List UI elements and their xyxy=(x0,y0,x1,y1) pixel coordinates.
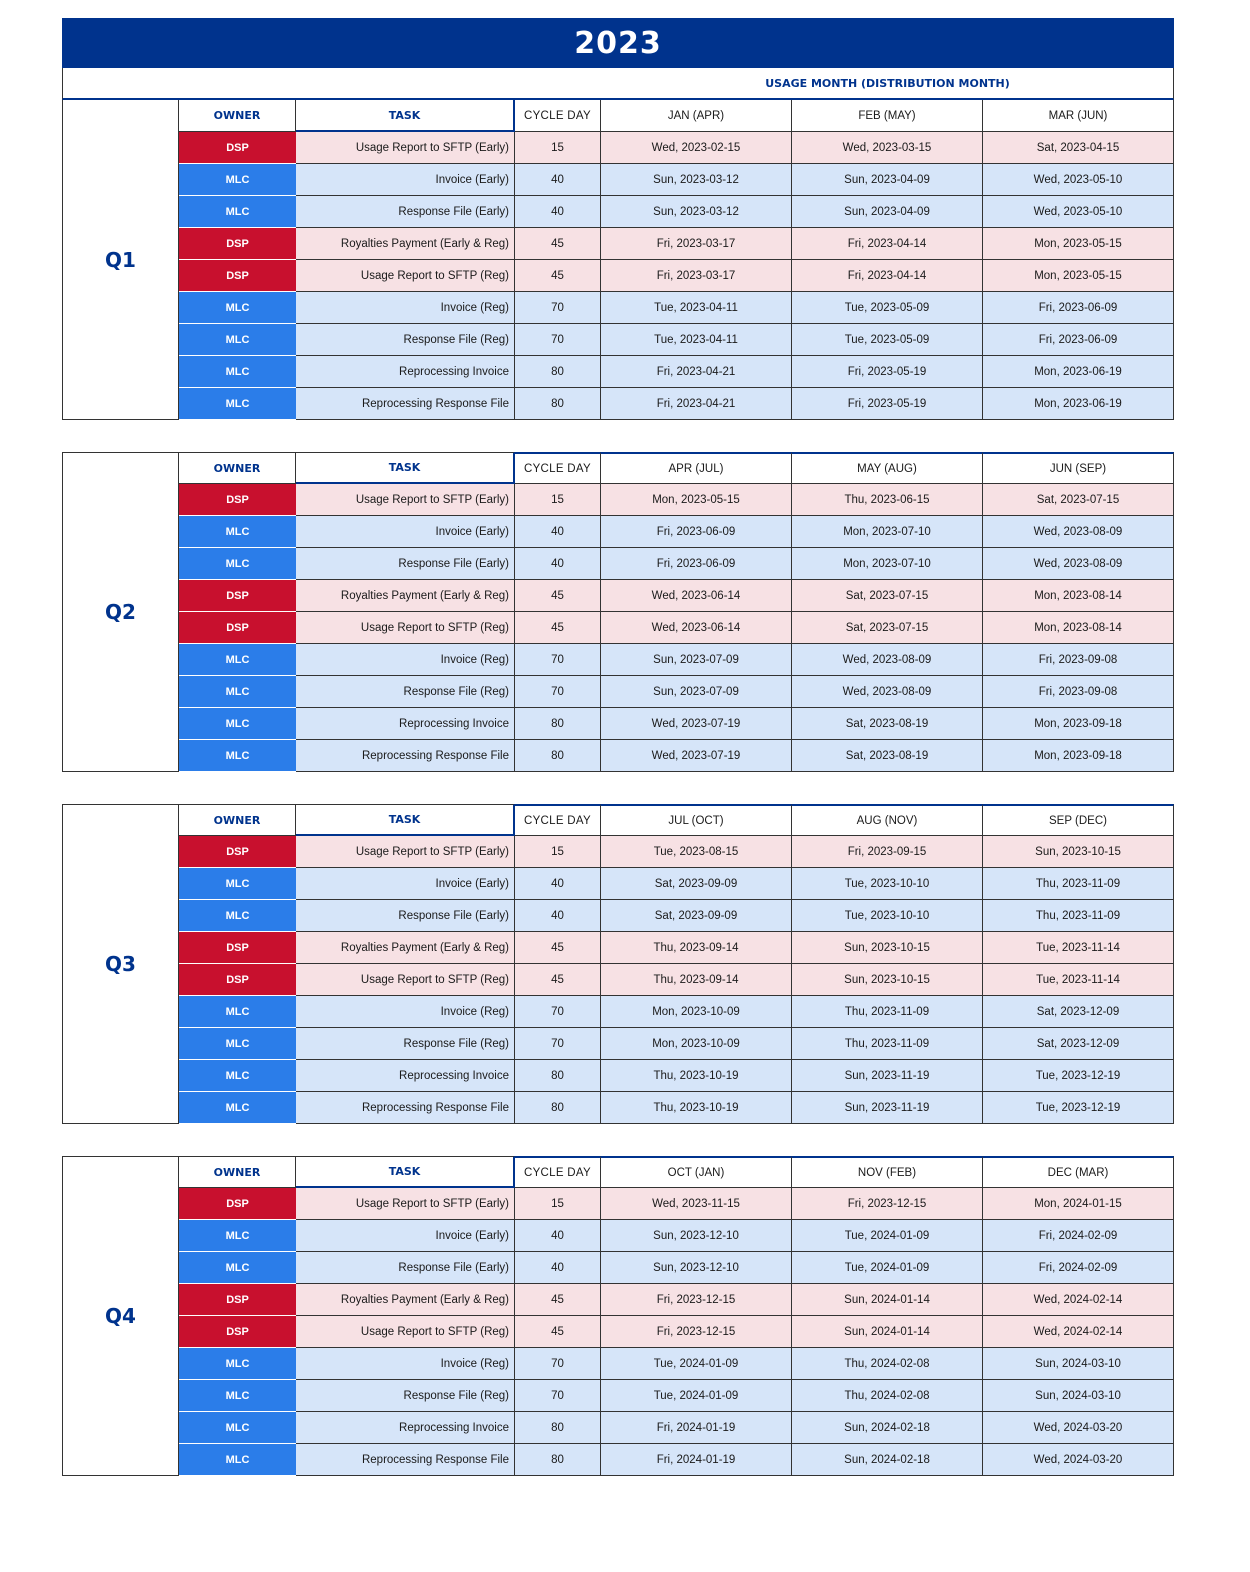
due-date: Mon, 2023-09-18 xyxy=(983,708,1174,740)
cycle-day: 45 xyxy=(515,612,601,644)
due-date: Sun, 2023-12-10 xyxy=(601,1252,792,1284)
owner-column-header: OWNER xyxy=(179,100,296,132)
due-date: Fri, 2023-06-09 xyxy=(983,292,1174,324)
due-date: Sun, 2023-07-09 xyxy=(601,644,792,676)
due-date: Mon, 2023-08-14 xyxy=(983,612,1174,644)
task-column-header: TASK xyxy=(296,1156,515,1188)
due-date: Mon, 2023-10-09 xyxy=(601,996,792,1028)
due-date: Thu, 2023-11-09 xyxy=(792,996,983,1028)
due-date: Wed, 2023-07-19 xyxy=(601,708,792,740)
task-name: Response File (Reg) xyxy=(296,1028,515,1060)
task-name: Response File (Reg) xyxy=(296,676,515,708)
due-date: Sat, 2023-09-09 xyxy=(601,900,792,932)
due-date: Wed, 2023-11-15 xyxy=(601,1188,792,1220)
year-title-bar xyxy=(62,18,1174,68)
task-name: Usage Report to SFTP (Early) xyxy=(296,484,515,516)
task-name: Response File (Early) xyxy=(296,1252,515,1284)
cycle-day: 40 xyxy=(515,900,601,932)
month-column-header: MAY (AUG) xyxy=(792,452,983,484)
due-date: Fri, 2023-12-15 xyxy=(792,1188,983,1220)
due-date: Thu, 2024-02-08 xyxy=(792,1348,983,1380)
due-date: Thu, 2023-06-15 xyxy=(792,484,983,516)
quarter-table-q1 xyxy=(62,100,1174,420)
due-date: Fri, 2023-12-15 xyxy=(601,1316,792,1348)
due-date: Fri, 2023-04-14 xyxy=(792,228,983,260)
cycle-day: 80 xyxy=(515,708,601,740)
due-date: Sun, 2024-01-14 xyxy=(792,1284,983,1316)
due-date: Fri, 2023-06-09 xyxy=(601,548,792,580)
due-date: Fri, 2023-04-21 xyxy=(601,356,792,388)
cycle-day: 80 xyxy=(515,1412,601,1444)
due-date: Tue, 2023-05-09 xyxy=(792,292,983,324)
due-date: Sun, 2023-12-10 xyxy=(601,1220,792,1252)
due-date: Tue, 2023-05-09 xyxy=(792,324,983,356)
owner-badge: DSP xyxy=(179,228,296,260)
task-name: Usage Report to SFTP (Reg) xyxy=(296,1316,515,1348)
cycle-day: 45 xyxy=(515,1284,601,1316)
due-date: Sat, 2023-07-15 xyxy=(792,580,983,612)
cycle-day: 80 xyxy=(515,1060,601,1092)
quarters-container xyxy=(62,100,1174,1476)
cycle-day-column-header: CYCLE DAY xyxy=(515,452,601,484)
owner-badge: MLC xyxy=(179,1348,296,1380)
due-date: Sat, 2023-12-09 xyxy=(983,996,1174,1028)
cycle-day: 70 xyxy=(515,292,601,324)
due-date: Fri, 2023-06-09 xyxy=(601,516,792,548)
owner-badge: MLC xyxy=(179,164,296,196)
due-date: Thu, 2024-02-08 xyxy=(792,1380,983,1412)
task-name: Response File (Early) xyxy=(296,196,515,228)
cycle-day: 80 xyxy=(515,356,601,388)
month-column-header: JUL (OCT) xyxy=(601,804,792,836)
due-date: Wed, 2023-02-15 xyxy=(601,132,792,164)
owner-badge: MLC xyxy=(179,996,296,1028)
month-column-header: APR (JUL) xyxy=(601,452,792,484)
due-date: Sun, 2023-10-15 xyxy=(983,836,1174,868)
task-name: Royalties Payment (Early & Reg) xyxy=(296,932,515,964)
due-date: Thu, 2023-11-09 xyxy=(983,868,1174,900)
due-date: Sun, 2023-03-12 xyxy=(601,164,792,196)
owner-badge: MLC xyxy=(179,644,296,676)
cycle-day: 80 xyxy=(515,1092,601,1124)
owner-badge: MLC xyxy=(179,292,296,324)
due-date: Sun, 2023-04-09 xyxy=(792,164,983,196)
due-date: Sun, 2023-04-09 xyxy=(792,196,983,228)
task-name: Royalties Payment (Early & Reg) xyxy=(296,228,515,260)
cycle-day: 70 xyxy=(515,996,601,1028)
cycle-day: 40 xyxy=(515,1220,601,1252)
due-date: Wed, 2024-02-14 xyxy=(983,1284,1174,1316)
task-name: Royalties Payment (Early & Reg) xyxy=(296,580,515,612)
task-column-header: TASK xyxy=(296,804,515,836)
month-column-header: AUG (NOV) xyxy=(792,804,983,836)
due-date: Fri, 2023-09-15 xyxy=(792,836,983,868)
due-date: Wed, 2023-08-09 xyxy=(983,548,1174,580)
owner-badge: DSP xyxy=(179,836,296,868)
owner-badge: MLC xyxy=(179,1444,296,1476)
cycle-day: 40 xyxy=(515,868,601,900)
owner-badge: DSP xyxy=(179,964,296,996)
due-date: Tue, 2023-12-19 xyxy=(983,1060,1174,1092)
due-date: Sat, 2023-07-15 xyxy=(792,612,983,644)
task-name: Reprocessing Invoice xyxy=(296,708,515,740)
due-date: Tue, 2023-04-11 xyxy=(601,292,792,324)
cycle-day: 70 xyxy=(515,676,601,708)
task-name: Invoice (Reg) xyxy=(296,644,515,676)
due-date: Sun, 2023-11-19 xyxy=(792,1060,983,1092)
task-name: Response File (Reg) xyxy=(296,1380,515,1412)
due-date: Sun, 2024-02-18 xyxy=(792,1444,983,1476)
task-name: Invoice (Reg) xyxy=(296,996,515,1028)
due-date: Mon, 2024-01-15 xyxy=(983,1188,1174,1220)
due-date: Sat, 2023-08-19 xyxy=(792,708,983,740)
due-date: Tue, 2024-01-09 xyxy=(792,1220,983,1252)
task-name: Reprocessing Response File xyxy=(296,740,515,772)
owner-badge: MLC xyxy=(179,1092,296,1124)
due-date: Wed, 2023-05-10 xyxy=(983,196,1174,228)
task-name: Royalties Payment (Early & Reg) xyxy=(296,1284,515,1316)
due-date: Sat, 2023-12-09 xyxy=(983,1028,1174,1060)
task-column-header: TASK xyxy=(296,100,515,132)
due-date: Sun, 2023-07-09 xyxy=(601,676,792,708)
due-date: Wed, 2024-02-14 xyxy=(983,1316,1174,1348)
owner-badge: DSP xyxy=(179,132,296,164)
due-date: Mon, 2023-10-09 xyxy=(601,1028,792,1060)
due-date: Tue, 2024-01-09 xyxy=(792,1252,983,1284)
due-date: Fri, 2023-09-08 xyxy=(983,676,1174,708)
owner-badge: MLC xyxy=(179,1220,296,1252)
due-date: Thu, 2023-09-14 xyxy=(601,932,792,964)
quarter-table-q2 xyxy=(62,452,1174,772)
owner-badge: MLC xyxy=(179,900,296,932)
usage-month-header-row xyxy=(62,68,1174,100)
cycle-day: 40 xyxy=(515,196,601,228)
cycle-day-column-header: CYCLE DAY xyxy=(515,804,601,836)
owner-badge: MLC xyxy=(179,1412,296,1444)
task-name: Response File (Early) xyxy=(296,900,515,932)
due-date: Tue, 2023-04-11 xyxy=(601,324,792,356)
task-name: Reprocessing Response File xyxy=(296,1092,515,1124)
due-date: Sun, 2023-11-19 xyxy=(792,1092,983,1124)
owner-badge: MLC xyxy=(179,868,296,900)
due-date: Sun, 2023-03-12 xyxy=(601,196,792,228)
due-date: Tue, 2023-11-14 xyxy=(983,964,1174,996)
due-date: Mon, 2023-05-15 xyxy=(601,484,792,516)
cycle-day: 45 xyxy=(515,1316,601,1348)
task-name: Invoice (Reg) xyxy=(296,292,515,324)
owner-badge: DSP xyxy=(179,580,296,612)
due-date: Mon, 2023-06-19 xyxy=(983,356,1174,388)
due-date: Fri, 2023-06-09 xyxy=(983,324,1174,356)
task-name: Usage Report to SFTP (Early) xyxy=(296,836,515,868)
due-date: Sun, 2024-02-18 xyxy=(792,1412,983,1444)
cycle-day: 40 xyxy=(515,516,601,548)
due-date: Sun, 2023-10-15 xyxy=(792,964,983,996)
quarter-label: Q4 xyxy=(62,1156,179,1476)
month-column-header: DEC (MAR) xyxy=(983,1156,1174,1188)
due-date: Fri, 2024-02-09 xyxy=(983,1220,1174,1252)
cycle-day: 15 xyxy=(515,1188,601,1220)
cycle-day: 70 xyxy=(515,1028,601,1060)
due-date: Tue, 2023-08-15 xyxy=(601,836,792,868)
cycle-day: 15 xyxy=(515,484,601,516)
due-date: Wed, 2023-03-15 xyxy=(792,132,983,164)
due-date: Sun, 2024-03-10 xyxy=(983,1348,1174,1380)
task-name: Reprocessing Invoice xyxy=(296,1060,515,1092)
task-name: Usage Report to SFTP (Early) xyxy=(296,132,515,164)
due-date: Wed, 2023-06-14 xyxy=(601,580,792,612)
due-date: Fri, 2023-03-17 xyxy=(601,228,792,260)
due-date: Mon, 2023-09-18 xyxy=(983,740,1174,772)
cycle-day: 40 xyxy=(515,548,601,580)
month-column-header: FEB (MAY) xyxy=(792,100,983,132)
due-date: Fri, 2023-09-08 xyxy=(983,644,1174,676)
schedule-document xyxy=(62,18,1174,1476)
due-date: Thu, 2023-11-09 xyxy=(792,1028,983,1060)
owner-badge: MLC xyxy=(179,676,296,708)
due-date: Fri, 2023-04-14 xyxy=(792,260,983,292)
owner-badge: DSP xyxy=(179,260,296,292)
owner-badge: MLC xyxy=(179,356,296,388)
owner-badge: MLC xyxy=(179,708,296,740)
due-date: Tue, 2023-11-14 xyxy=(983,932,1174,964)
owner-badge: MLC xyxy=(179,740,296,772)
owner-badge: MLC xyxy=(179,196,296,228)
cycle-day: 45 xyxy=(515,964,601,996)
due-date: Fri, 2023-05-19 xyxy=(792,356,983,388)
owner-badge: MLC xyxy=(179,1028,296,1060)
month-column-header: NOV (FEB) xyxy=(792,1156,983,1188)
due-date: Tue, 2024-01-09 xyxy=(601,1348,792,1380)
cycle-day: 15 xyxy=(515,836,601,868)
due-date: Sun, 2024-03-10 xyxy=(983,1380,1174,1412)
cycle-day: 80 xyxy=(515,1444,601,1476)
owner-badge: MLC xyxy=(179,516,296,548)
owner-badge: DSP xyxy=(179,1188,296,1220)
cycle-day: 70 xyxy=(515,324,601,356)
due-date: Fri, 2023-12-15 xyxy=(601,1284,792,1316)
due-date: Thu, 2023-09-14 xyxy=(601,964,792,996)
owner-column-header: OWNER xyxy=(179,1156,296,1188)
owner-badge: DSP xyxy=(179,612,296,644)
task-name: Usage Report to SFTP (Reg) xyxy=(296,260,515,292)
task-name: Reprocessing Response File xyxy=(296,388,515,420)
due-date: Fri, 2023-04-21 xyxy=(601,388,792,420)
cycle-day: 45 xyxy=(515,228,601,260)
cycle-day: 40 xyxy=(515,1252,601,1284)
owner-badge: DSP xyxy=(179,484,296,516)
cycle-day: 70 xyxy=(515,1380,601,1412)
cycle-day: 80 xyxy=(515,388,601,420)
month-column-header: JUN (SEP) xyxy=(983,452,1174,484)
owner-column-header: OWNER xyxy=(179,804,296,836)
due-date: Sat, 2023-07-15 xyxy=(983,484,1174,516)
cycle-day: 80 xyxy=(515,740,601,772)
due-date: Thu, 2023-11-09 xyxy=(983,900,1174,932)
owner-badge: MLC xyxy=(179,548,296,580)
due-date: Sun, 2023-10-15 xyxy=(792,932,983,964)
quarter-label: Q1 xyxy=(62,100,179,420)
due-date: Thu, 2023-10-19 xyxy=(601,1060,792,1092)
owner-column-header: OWNER xyxy=(179,452,296,484)
quarter-table-q3 xyxy=(62,804,1174,1124)
due-date: Tue, 2023-10-10 xyxy=(792,868,983,900)
task-name: Usage Report to SFTP (Reg) xyxy=(296,964,515,996)
quarter-table-q4 xyxy=(62,1156,1174,1476)
due-date: Wed, 2023-07-19 xyxy=(601,740,792,772)
task-name: Response File (Reg) xyxy=(296,324,515,356)
month-column-header: OCT (JAN) xyxy=(601,1156,792,1188)
owner-badge: DSP xyxy=(179,932,296,964)
task-column-header: TASK xyxy=(296,452,515,484)
task-name: Usage Report to SFTP (Reg) xyxy=(296,612,515,644)
due-date: Mon, 2023-07-10 xyxy=(792,548,983,580)
due-date: Sat, 2023-04-15 xyxy=(983,132,1174,164)
due-date: Mon, 2023-08-14 xyxy=(983,580,1174,612)
task-name: Usage Report to SFTP (Early) xyxy=(296,1188,515,1220)
due-date: Fri, 2024-01-19 xyxy=(601,1412,792,1444)
usage-month-header: USAGE MONTH (DISTRIBUTION MONTH) xyxy=(765,76,1010,90)
due-date: Wed, 2023-08-09 xyxy=(792,676,983,708)
quarter-label: Q2 xyxy=(62,452,179,772)
due-date: Wed, 2024-03-20 xyxy=(983,1412,1174,1444)
due-date: Tue, 2023-10-10 xyxy=(792,900,983,932)
due-date: Mon, 2023-05-15 xyxy=(983,260,1174,292)
quarter-label: Q3 xyxy=(62,804,179,1124)
owner-badge: MLC xyxy=(179,1380,296,1412)
owner-badge: DSP xyxy=(179,1284,296,1316)
task-name: Invoice (Early) xyxy=(296,868,515,900)
owner-badge: MLC xyxy=(179,1252,296,1284)
task-name: Reprocessing Invoice xyxy=(296,356,515,388)
cycle-day: 70 xyxy=(515,1348,601,1380)
task-name: Reprocessing Response File xyxy=(296,1444,515,1476)
month-column-header: MAR (JUN) xyxy=(983,100,1174,132)
task-name: Reprocessing Invoice xyxy=(296,1412,515,1444)
due-date: Fri, 2024-01-19 xyxy=(601,1444,792,1476)
cycle-day: 45 xyxy=(515,932,601,964)
due-date: Sun, 2024-01-14 xyxy=(792,1316,983,1348)
task-name: Invoice (Reg) xyxy=(296,1348,515,1380)
owner-badge: DSP xyxy=(179,1316,296,1348)
due-date: Sat, 2023-08-19 xyxy=(792,740,983,772)
due-date: Sat, 2023-09-09 xyxy=(601,868,792,900)
cycle-day: 40 xyxy=(515,164,601,196)
month-column-header: SEP (DEC) xyxy=(983,804,1174,836)
due-date: Wed, 2023-08-09 xyxy=(983,516,1174,548)
cycle-day: 45 xyxy=(515,580,601,612)
cycle-day-column-header: CYCLE DAY xyxy=(515,1156,601,1188)
owner-badge: MLC xyxy=(179,388,296,420)
task-name: Response File (Early) xyxy=(296,548,515,580)
due-date: Mon, 2023-06-19 xyxy=(983,388,1174,420)
cycle-day: 70 xyxy=(515,644,601,676)
cycle-day-column-header: CYCLE DAY xyxy=(515,100,601,132)
due-date: Wed, 2023-06-14 xyxy=(601,612,792,644)
due-date: Tue, 2023-12-19 xyxy=(983,1092,1174,1124)
due-date: Wed, 2024-03-20 xyxy=(983,1444,1174,1476)
due-date: Wed, 2023-08-09 xyxy=(792,644,983,676)
due-date: Mon, 2023-07-10 xyxy=(792,516,983,548)
task-name: Invoice (Early) xyxy=(296,516,515,548)
due-date: Thu, 2023-10-19 xyxy=(601,1092,792,1124)
cycle-day: 15 xyxy=(515,132,601,164)
task-name: Invoice (Early) xyxy=(296,164,515,196)
owner-badge: MLC xyxy=(179,324,296,356)
due-date: Wed, 2023-05-10 xyxy=(983,164,1174,196)
owner-badge: MLC xyxy=(179,1060,296,1092)
task-name: Invoice (Early) xyxy=(296,1220,515,1252)
month-column-header: JAN (APR) xyxy=(601,100,792,132)
due-date: Fri, 2024-02-09 xyxy=(983,1252,1174,1284)
due-date: Fri, 2023-05-19 xyxy=(792,388,983,420)
due-date: Mon, 2023-05-15 xyxy=(983,228,1174,260)
due-date: Fri, 2023-03-17 xyxy=(601,260,792,292)
due-date: Tue, 2024-01-09 xyxy=(601,1380,792,1412)
year-title: 2023 xyxy=(574,25,662,61)
cycle-day: 45 xyxy=(515,260,601,292)
